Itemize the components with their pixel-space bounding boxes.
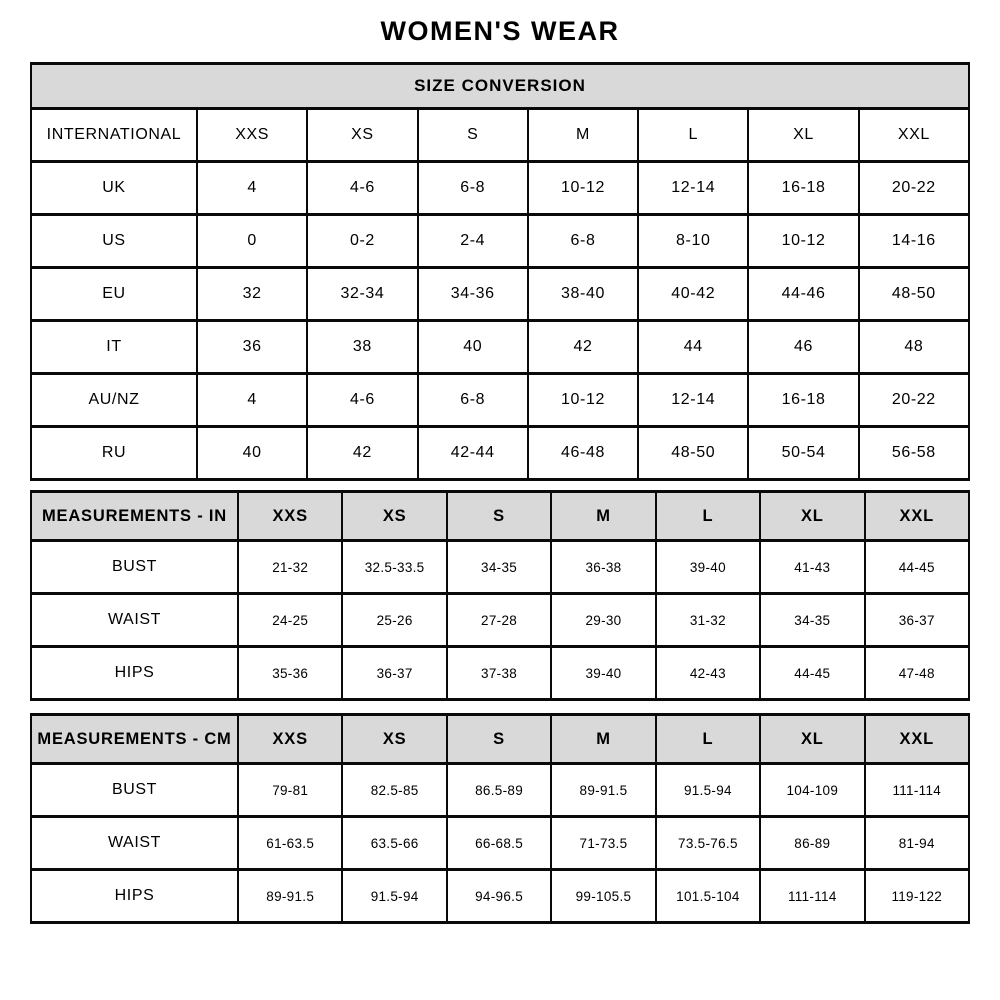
value-cell: 81-94 bbox=[865, 817, 969, 870]
column-header: XS bbox=[342, 492, 446, 541]
value-cell: 34-36 bbox=[418, 268, 528, 321]
value-cell: 0 bbox=[197, 215, 307, 268]
measurements-in-table bbox=[30, 490, 970, 701]
table-row bbox=[31, 374, 969, 427]
value-cell: 111-114 bbox=[865, 764, 969, 817]
column-header: XXL bbox=[865, 492, 969, 541]
table-row bbox=[31, 215, 969, 268]
column-header: M bbox=[551, 492, 655, 541]
value-cell: 46 bbox=[748, 321, 858, 374]
table-row bbox=[31, 594, 969, 647]
value-cell: 38 bbox=[307, 321, 417, 374]
value-cell: 4 bbox=[197, 162, 307, 215]
value-cell: 82.5-85 bbox=[342, 764, 446, 817]
value-cell: 71-73.5 bbox=[551, 817, 655, 870]
value-cell: 89-91.5 bbox=[551, 764, 655, 817]
column-header: L bbox=[656, 715, 760, 764]
value-cell: 111-114 bbox=[760, 870, 864, 923]
value-cell: 94-96.5 bbox=[447, 870, 551, 923]
row-label: WAIST bbox=[31, 594, 238, 647]
column-header: XXS bbox=[238, 715, 342, 764]
value-cell: 4-6 bbox=[307, 374, 417, 427]
column-header: XXL bbox=[865, 715, 969, 764]
row-label: RU bbox=[31, 427, 197, 480]
value-cell: 20-22 bbox=[859, 374, 969, 427]
column-header: L bbox=[638, 109, 748, 162]
value-cell: 10-12 bbox=[528, 374, 638, 427]
table-title: MEASUREMENTS - CM bbox=[31, 715, 238, 764]
value-cell: 10-12 bbox=[528, 162, 638, 215]
value-cell: 42-44 bbox=[418, 427, 528, 480]
measurements-cm-table bbox=[30, 713, 970, 924]
value-cell: 34-35 bbox=[447, 541, 551, 594]
table-title: SIZE CONVERSION bbox=[31, 64, 969, 109]
column-header: XS bbox=[342, 715, 446, 764]
value-cell: 119-122 bbox=[865, 870, 969, 923]
table-row bbox=[31, 541, 969, 594]
row-label: HIPS bbox=[31, 647, 238, 700]
value-cell: 40 bbox=[197, 427, 307, 480]
value-cell: 36 bbox=[197, 321, 307, 374]
table-row bbox=[31, 162, 969, 215]
value-cell: 36-37 bbox=[865, 594, 969, 647]
column-header: XL bbox=[760, 715, 864, 764]
column-header: XS bbox=[307, 109, 417, 162]
value-cell: 63.5-66 bbox=[342, 817, 446, 870]
value-cell: 38-40 bbox=[528, 268, 638, 321]
value-cell: 40 bbox=[418, 321, 528, 374]
value-cell: 44-46 bbox=[748, 268, 858, 321]
column-header: INTERNATIONAL bbox=[31, 109, 197, 162]
table-row bbox=[31, 817, 969, 870]
value-cell: 36-37 bbox=[342, 647, 446, 700]
value-cell: 32-34 bbox=[307, 268, 417, 321]
value-cell: 25-26 bbox=[342, 594, 446, 647]
value-cell: 42 bbox=[528, 321, 638, 374]
page-title: WOMEN'S WEAR bbox=[380, 16, 620, 46]
value-cell: 6-8 bbox=[418, 162, 528, 215]
table-row bbox=[31, 870, 969, 923]
row-label: HIPS bbox=[31, 870, 238, 923]
value-cell: 48 bbox=[859, 321, 969, 374]
value-cell: 8-10 bbox=[638, 215, 748, 268]
value-cell: 44 bbox=[638, 321, 748, 374]
value-cell: 0-2 bbox=[307, 215, 417, 268]
column-header: XL bbox=[748, 109, 858, 162]
value-cell: 73.5-76.5 bbox=[656, 817, 760, 870]
column-header: XXS bbox=[197, 109, 307, 162]
value-cell: 41-43 bbox=[760, 541, 864, 594]
table-title: MEASUREMENTS - IN bbox=[31, 492, 238, 541]
value-cell: 2-4 bbox=[418, 215, 528, 268]
value-cell: 36-38 bbox=[551, 541, 655, 594]
column-header: S bbox=[418, 109, 528, 162]
value-cell: 16-18 bbox=[748, 374, 858, 427]
table-row bbox=[31, 427, 969, 480]
column-header: XL bbox=[760, 492, 864, 541]
table-row bbox=[31, 764, 969, 817]
value-cell: 21-32 bbox=[238, 541, 342, 594]
value-cell: 4 bbox=[197, 374, 307, 427]
value-cell: 12-14 bbox=[638, 374, 748, 427]
value-cell: 66-68.5 bbox=[447, 817, 551, 870]
value-cell: 4-6 bbox=[307, 162, 417, 215]
value-cell: 86.5-89 bbox=[447, 764, 551, 817]
value-cell: 48-50 bbox=[638, 427, 748, 480]
value-cell: 6-8 bbox=[528, 215, 638, 268]
value-cell: 35-36 bbox=[238, 647, 342, 700]
column-header: L bbox=[656, 492, 760, 541]
value-cell: 24-25 bbox=[238, 594, 342, 647]
value-cell: 10-12 bbox=[748, 215, 858, 268]
value-cell: 29-30 bbox=[551, 594, 655, 647]
value-cell: 104-109 bbox=[760, 764, 864, 817]
row-label: AU/NZ bbox=[31, 374, 197, 427]
row-label: BUST bbox=[31, 541, 238, 594]
row-label: WAIST bbox=[31, 817, 238, 870]
value-cell: 16-18 bbox=[748, 162, 858, 215]
row-label: BUST bbox=[31, 764, 238, 817]
value-cell: 42 bbox=[307, 427, 417, 480]
column-header: S bbox=[447, 715, 551, 764]
row-label: US bbox=[31, 215, 197, 268]
value-cell: 40-42 bbox=[638, 268, 748, 321]
value-cell: 79-81 bbox=[238, 764, 342, 817]
value-cell: 56-58 bbox=[859, 427, 969, 480]
table-row bbox=[31, 647, 969, 700]
table-row bbox=[31, 321, 969, 374]
value-cell: 44-45 bbox=[760, 647, 864, 700]
value-cell: 47-48 bbox=[865, 647, 969, 700]
value-cell: 12-14 bbox=[638, 162, 748, 215]
value-cell: 14-16 bbox=[859, 215, 969, 268]
column-header: S bbox=[447, 492, 551, 541]
column-header: XXS bbox=[238, 492, 342, 541]
column-header: XXL bbox=[859, 109, 969, 162]
value-cell: 42-43 bbox=[656, 647, 760, 700]
value-cell: 91.5-94 bbox=[342, 870, 446, 923]
size-conversion-table bbox=[30, 62, 970, 481]
value-cell: 44-45 bbox=[865, 541, 969, 594]
value-cell: 32.5-33.5 bbox=[342, 541, 446, 594]
value-cell: 91.5-94 bbox=[656, 764, 760, 817]
value-cell: 27-28 bbox=[447, 594, 551, 647]
row-label: UK bbox=[31, 162, 197, 215]
value-cell: 20-22 bbox=[859, 162, 969, 215]
value-cell: 39-40 bbox=[551, 647, 655, 700]
value-cell: 34-35 bbox=[760, 594, 864, 647]
value-cell: 46-48 bbox=[528, 427, 638, 480]
value-cell: 99-105.5 bbox=[551, 870, 655, 923]
value-cell: 39-40 bbox=[656, 541, 760, 594]
value-cell: 86-89 bbox=[760, 817, 864, 870]
value-cell: 50-54 bbox=[748, 427, 858, 480]
value-cell: 37-38 bbox=[447, 647, 551, 700]
column-header: M bbox=[551, 715, 655, 764]
value-cell: 61-63.5 bbox=[238, 817, 342, 870]
value-cell: 48-50 bbox=[859, 268, 969, 321]
row-label: IT bbox=[31, 321, 197, 374]
value-cell: 31-32 bbox=[656, 594, 760, 647]
column-header: M bbox=[528, 109, 638, 162]
row-label: EU bbox=[31, 268, 197, 321]
value-cell: 101.5-104 bbox=[656, 870, 760, 923]
table-row bbox=[31, 268, 969, 321]
value-cell: 32 bbox=[197, 268, 307, 321]
value-cell: 6-8 bbox=[418, 374, 528, 427]
value-cell: 89-91.5 bbox=[238, 870, 342, 923]
